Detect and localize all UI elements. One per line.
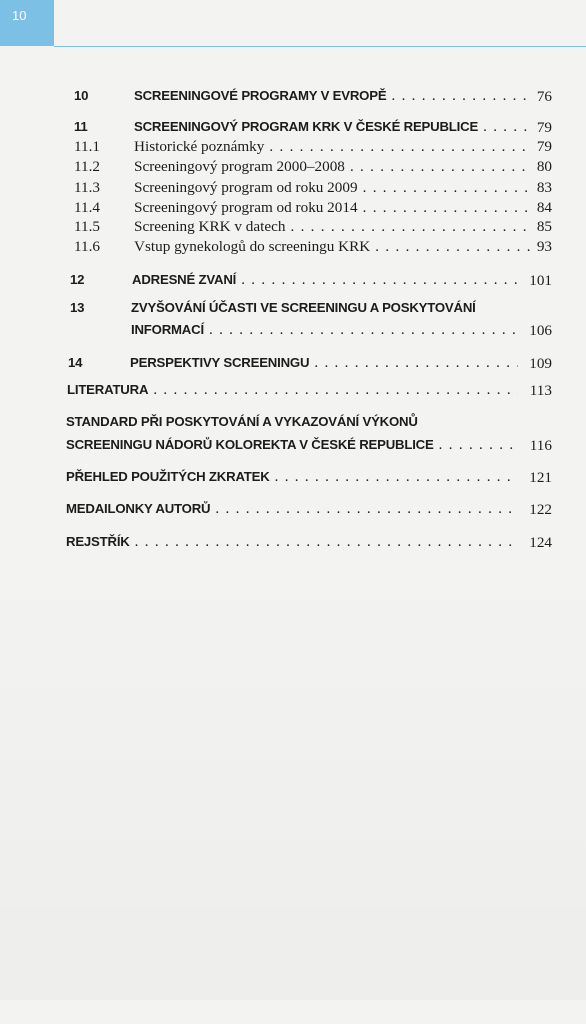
toc-entry-title-continued: INFORMACÍ . . . [131, 322, 515, 339]
toc-entry[interactable] [0, 88, 586, 108]
toc-entry-page: 109 [529, 355, 552, 372]
toc-entry[interactable] [0, 534, 586, 554]
toc-entry-line[interactable] [0, 437, 586, 457]
toc-entry[interactable] [0, 469, 586, 489]
toc-entry-title: Vstup gynekologů do screeningu KRK . . . [134, 238, 532, 256]
toc-entry-title: SCREENINGOVÉ PROGRAMY V EVROPĚ . . . [134, 88, 532, 105]
toc-entry[interactable] [0, 501, 586, 521]
toc-entry[interactable] [0, 272, 586, 292]
toc-entry-number: 11.4 [74, 199, 101, 216]
toc-entry-page: 79 [536, 138, 552, 155]
toc-entry-page: 84 [536, 199, 552, 216]
toc-entry-line[interactable] [0, 414, 586, 434]
toc-subentry[interactable] [0, 238, 586, 258]
toc-entry-title-continued: SCREENINGU NÁDORŮ KOLOREKTA V ČESKÉ REPUBLICE . . . [66, 437, 518, 454]
toc-entry-title: ZVYŠOVÁNÍ ÚČASTI VE SCREENINGU A POSKYTOVÁNÍ [131, 300, 476, 315]
toc-entry-title: Screening KRK v datech . . . [134, 218, 532, 236]
toc-subentry[interactable] [0, 218, 586, 238]
toc-entry-number: 11.5 [74, 218, 101, 235]
toc-subentry[interactable] [0, 158, 586, 178]
toc-entry-page: 122 [529, 501, 552, 518]
toc-entry-number: 11 [74, 119, 88, 134]
toc-entry-page: 76 [536, 88, 552, 105]
toc-entry-page: 106 [529, 322, 552, 339]
toc-entry-title: LITERATURA . . . [67, 382, 518, 399]
toc-entry-title: Screeningový program od roku 2009 . . . [134, 179, 532, 197]
toc-entry-number: 13 [70, 300, 85, 315]
toc-entry-number: 11.2 [74, 158, 101, 175]
toc-entry-page: 113 [529, 382, 552, 399]
toc-entry[interactable] [0, 382, 586, 402]
toc-entry-line[interactable] [0, 300, 586, 320]
toc-entry-number: 11.3 [74, 179, 101, 196]
toc-subentry[interactable] [0, 179, 586, 199]
toc-entry-page: 85 [536, 218, 552, 235]
toc-entry[interactable] [0, 119, 586, 139]
toc-entry-title: SCREENINGOVÝ PROGRAM KRK V ČESKÉ REPUBLICE . . . [134, 119, 532, 136]
toc-entry-title: MEDAILONKY AUTORŮ . . . [66, 501, 518, 518]
toc-entry-page: 101 [529, 272, 552, 289]
page-number: 10 [12, 8, 27, 23]
toc-entry-page: 79 [536, 119, 552, 136]
toc-entry-page: 93 [536, 238, 552, 255]
toc-entry-title: Screeningový program 2000–2008 . . . [134, 158, 532, 176]
toc-entry-title: PERSPEKTIVY SCREENINGU . . . [130, 355, 518, 372]
toc-entry-title: ADRESNÉ ZVANÍ . . . [132, 272, 520, 289]
toc-entry-number: 11.6 [74, 238, 101, 255]
toc-entry-number: 12 [70, 272, 85, 287]
toc-entry-number: 11.1 [74, 138, 101, 155]
toc-entry-title: PŘEHLED POUŽITÝCH ZKRATEK . . . [66, 469, 518, 486]
toc-entry[interactable] [0, 355, 586, 375]
toc-entry-page: 116 [529, 437, 552, 454]
toc-entry-number: 10 [74, 88, 89, 103]
toc-entry-title: STANDARD PŘI POSKYTOVÁNÍ A VYKAZOVÁNÍ VÝKONŮ [66, 414, 418, 429]
toc-entry-page: 124 [529, 534, 552, 551]
toc-entry-title: REJSTŘÍK . . . [66, 534, 518, 551]
toc-entry-number: 14 [68, 355, 83, 370]
toc-entry-page: 83 [536, 179, 552, 196]
toc-entry-page: 80 [536, 158, 552, 175]
toc-subentry[interactable] [0, 138, 586, 158]
toc-entry-title: Screeningový program od roku 2014 . . . [134, 199, 532, 217]
toc-entry-line[interactable] [0, 322, 586, 342]
toc-subentry[interactable] [0, 199, 586, 219]
toc-entry-title: Historické poznámky . . . [134, 138, 532, 156]
toc-entry-page: 121 [529, 469, 552, 486]
